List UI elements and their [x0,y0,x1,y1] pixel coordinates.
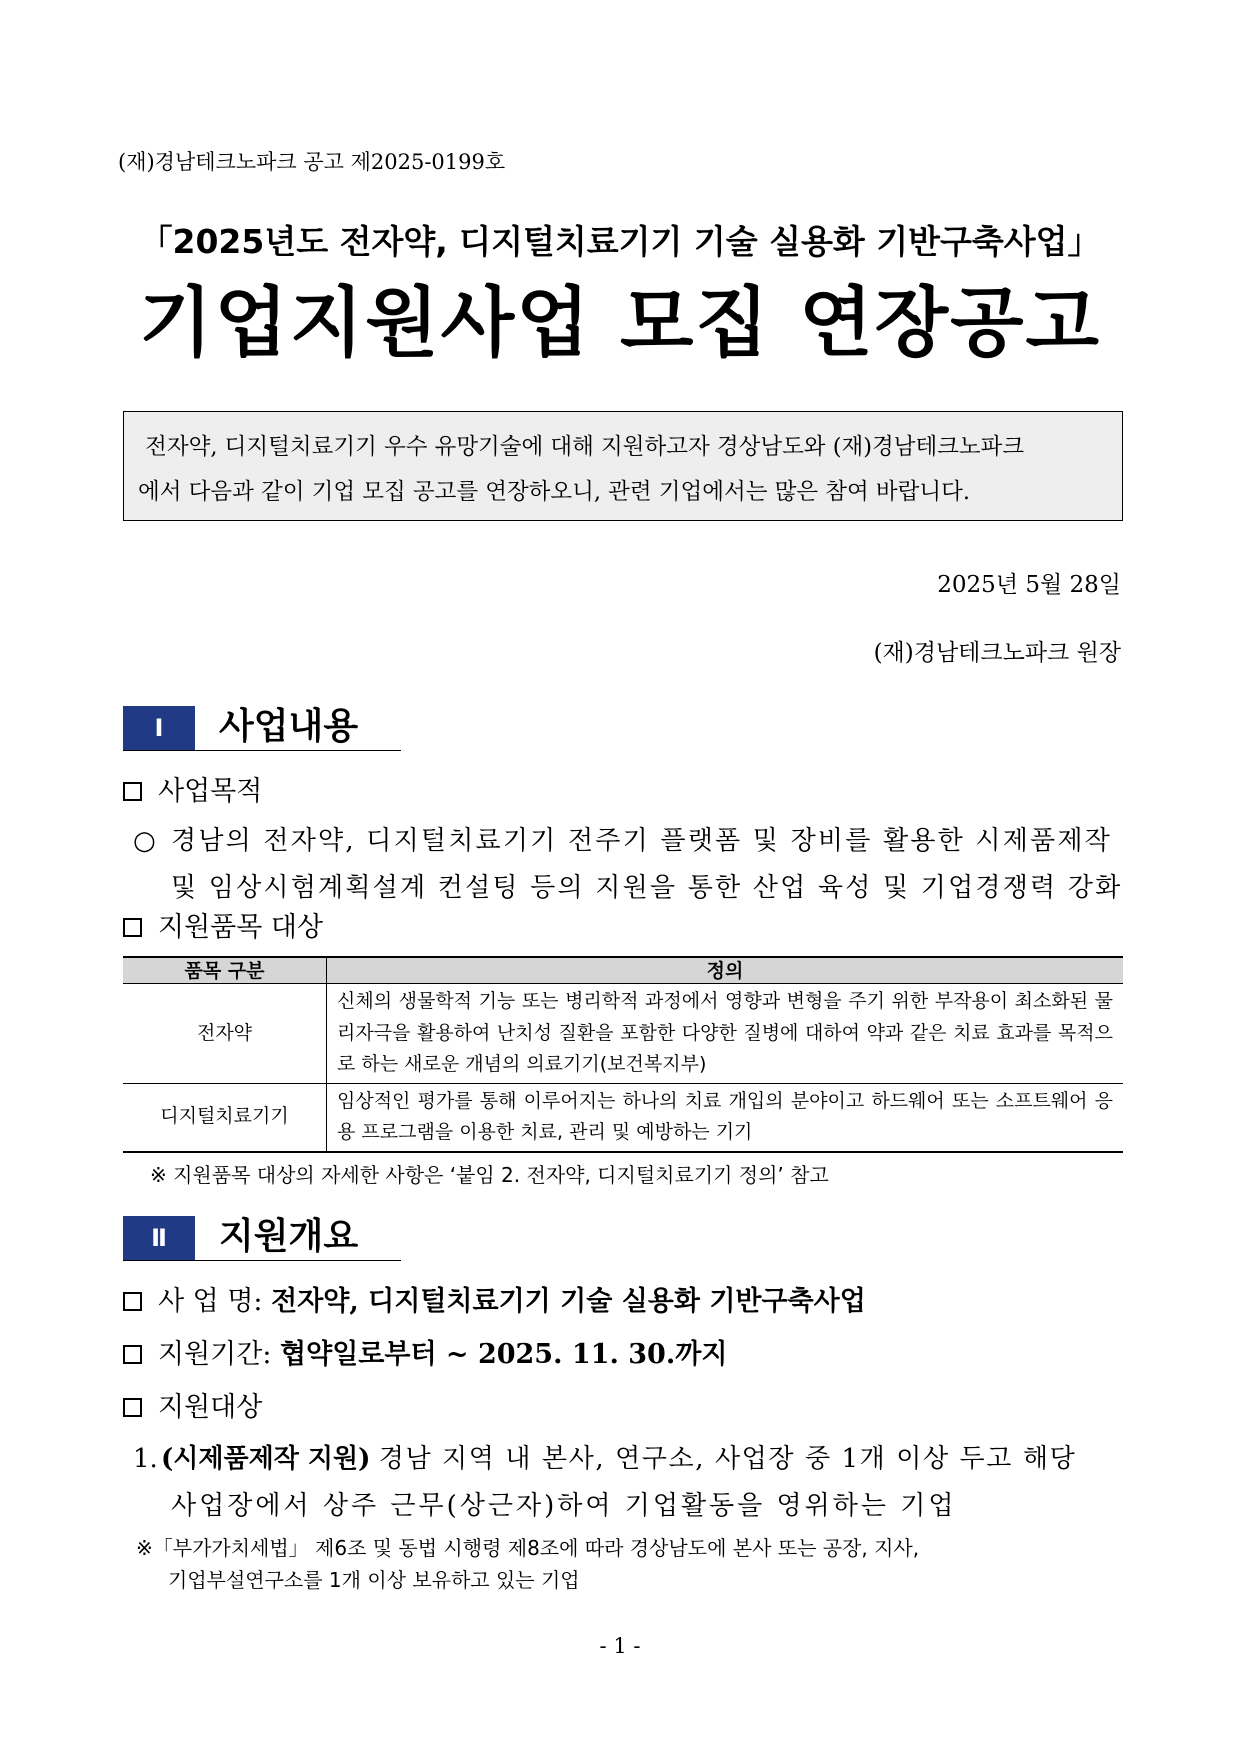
table-header-cell: 정의 [327,957,1124,984]
target-line: 사업장에서 상주 근무(상근자)하여 기업활동을 영위하는 기업 [171,1491,957,1521]
category-cell: 전자약 [123,984,327,1084]
definition-cell: 임상적인 평가를 통해 이루어지는 하나의 치료 개입의 분야이고 하드웨어 또는 소프트웨어 응용 프로그램을 이용한 치료, 관리 및 예방하는 기기 [327,1083,1124,1152]
purpose-text [133,818,1122,912]
target-note [136,1532,919,1596]
table-header-row [123,957,1123,984]
issuer: (재)경남테크노파크 원장 [873,640,1121,666]
intro-box [123,411,1123,521]
document-subtitle: 「2025년도 전자약, 디지털치료기기 기술 실용화 기반구축사업」 [139,222,1101,261]
table-note: ※ 지원품목 대상의 자세한 사항은 ‘붙임 2. 전자약, 디지털치료기기 정의’ 참고 [150,1163,829,1187]
section-2-heading [123,1216,401,1261]
section-title: 지원개요 [219,1216,359,1257]
purpose-line: ○ 경남의 전자약, 디지털치료기기 전주기 플랫폼 및 장비를 활용한 시제품제작 [133,818,1122,865]
checkbox-icon [123,1345,142,1364]
note-line: 기업부설연구소를 1개 이상 보유하고 있는 기업 [168,1568,580,1592]
items-heading: 지원품목 대상 [123,912,323,944]
category-cell: 디지털치료기기 [123,1083,327,1152]
target-item [133,1436,1076,1530]
period-line: 지원기간: 협약일로부터 ~ 2025. 11. 30.까지 [123,1339,727,1371]
section-number: Ⅱ [123,1216,195,1260]
notice-number: (재)경남테크노파크 공고 제2025-0199호 [118,150,506,174]
document-title: 기업지원사업 모집 연장공고 [139,278,1101,367]
table-row [123,1083,1123,1152]
purpose-line: 및 임상시험계획설계 컨설팅 등의 지원을 통한 산업 육성 및 기업경쟁력 강화 [171,873,1123,903]
page-number: - 1 - [599,1634,641,1658]
table-row [123,984,1123,1084]
purpose-heading: 사업목적 [123,776,262,808]
section-number: Ⅰ [123,706,195,750]
circle-bullet-icon: ○ [133,826,156,856]
note-line: ※「부가가치세법」 제6조 및 동법 시행령 제8조에 따라 경상남도에 본사 또는 공장, 지사, [136,1536,920,1560]
intro-line: 전자약, 디지털치료기기 우수 유망기술에 대해 지원하고자 경상남도와 (재)경남테크노파크 [145,434,1025,460]
table-header-cell: 품목 구분 [123,957,327,984]
definition-cell: 신체의 생물학적 기능 또는 병리학적 과정에서 영향과 변형을 주기 위한 부작용이 최소화된 물리자극을 활용하여 난치성 질환을 포함한 다양한 질병에 대하여 약과 같은 치료 효과를 목적으로 하는 새로운 개념의 의료기기(보건복지부) [327,984,1124,1084]
section-1-heading [123,706,401,751]
announcement-date: 2025년 5월 28일 [937,572,1121,598]
target-heading: 지원대상 [123,1392,262,1424]
section-title: 사업내용 [219,706,359,747]
checkbox-icon [123,1398,142,1417]
target-line: 1. (시제품제작 지원) 경남 지역 내 본사, 연구소, 사업장 중 1개 이상 두고 해당 [133,1444,1077,1474]
checkbox-icon [123,1292,142,1311]
intro-line: 에서 다음과 같이 기업 모집 공고를 연장하오니, 관련 기업에서는 많은 참여 바랍니다. [138,479,970,505]
checkbox-icon [123,782,142,801]
items-table [123,956,1123,1153]
project-name-line: 사 업 명: 전자약, 디지털치료기기 기술 실용화 기반구축사업 [123,1286,866,1318]
checkbox-icon [123,918,142,937]
